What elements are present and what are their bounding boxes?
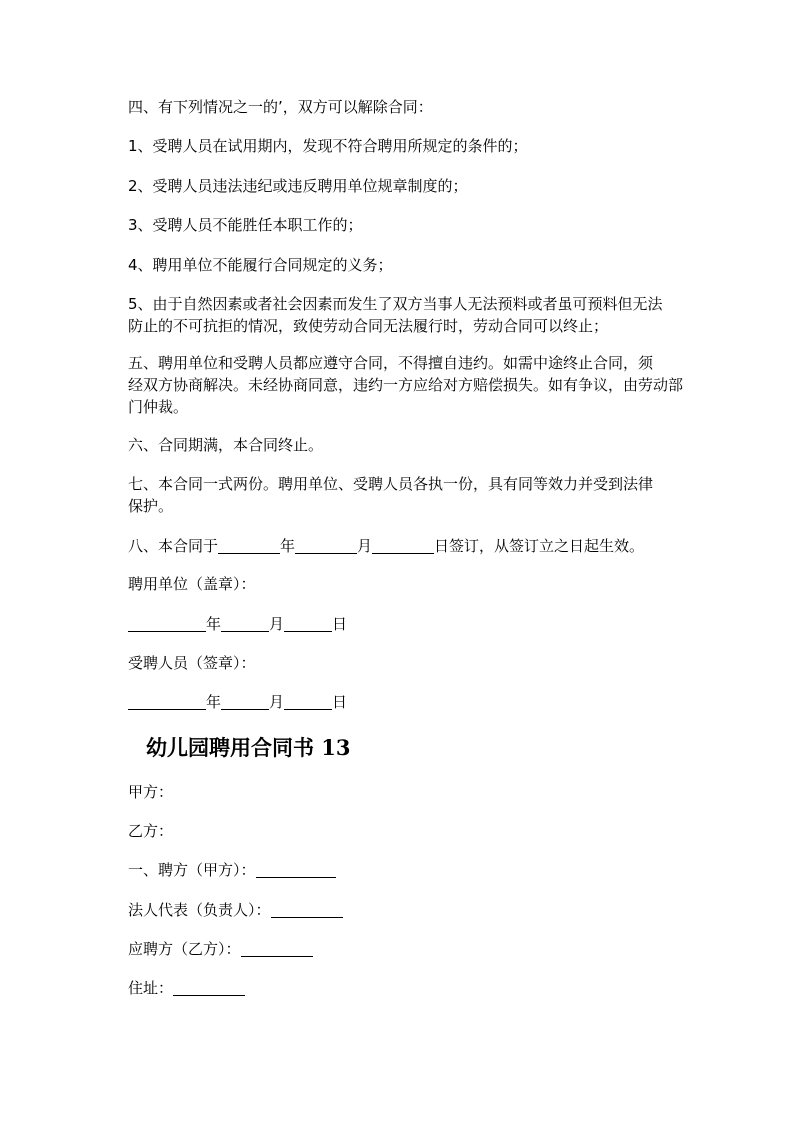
party-a-label: 甲方：: [128, 783, 174, 801]
month-label: 月: [269, 615, 285, 633]
clause-5-line-2: 经双方协商解决。未经协商同意，违约一方应给对方赔偿损失。如有争议，由劳动部: [128, 376, 684, 394]
month-label: 月: [269, 693, 285, 711]
clause-5-line-1: 五、聘用单位和受聘人员都应遵守合同，不得擅自违约。如需中途终止合同，须: [128, 354, 654, 372]
clause-4-item-1: 1、受聘人员在试用期内，发现不符合聘用所规定的条件的；: [128, 137, 528, 155]
clause-4-item-5-line-1: 5、由于自然因素或者社会因素而发生了双方当事人无法预料或者虽可预料但无法: [128, 295, 663, 313]
clause-5-line-3: 门仲裁。: [128, 398, 189, 416]
month-label: 月: [357, 537, 373, 555]
clause-7-line-2: 保护。: [128, 497, 174, 515]
employee-day-blank[interactable]: [284, 693, 332, 710]
address-blank[interactable]: [173, 979, 245, 996]
applicant-row: [128, 938, 698, 960]
hirer-blank[interactable]: [256, 861, 336, 878]
employee-sign-label: 受聘人员（签章）：: [128, 654, 256, 672]
legal-rep-row: [128, 899, 698, 921]
section-heading: 幼儿园聘用合同书 13: [146, 735, 351, 760]
sign-month-blank[interactable]: [295, 537, 357, 554]
employee-month-blank[interactable]: [221, 693, 269, 710]
hirer-row: [128, 859, 698, 881]
sign-day-blank[interactable]: [372, 537, 434, 554]
year-label: 年: [206, 615, 222, 633]
clause-4-item-5-line-2: 防止的不可抗拒的情况，致使劳动合同无法履行时，劳动合同可以终止；: [128, 317, 609, 335]
clause-6: 六、合同期满，本合同终止。: [128, 436, 324, 454]
employee-date: [128, 691, 698, 713]
address-label: 住址：: [128, 979, 174, 997]
address-row: [128, 977, 698, 999]
legal-rep-label: 法人代表（负责人）：: [128, 901, 271, 919]
employer-day-blank[interactable]: [284, 615, 332, 632]
clause-4-item-2: 2、受聘人员违法违纪或违反聘用单位规章制度的；: [128, 177, 468, 195]
clause-8: [128, 535, 698, 557]
party-b-label: 乙方：: [128, 822, 174, 840]
employer-date: [128, 613, 698, 635]
clause-8-suffix: 日签订，从签订立之日起生效。: [434, 537, 645, 555]
clause-8-prefix: 八、本合同于: [128, 537, 219, 555]
year-label: 年: [280, 537, 296, 555]
year-label: 年: [206, 693, 222, 711]
legal-rep-blank[interactable]: [271, 901, 343, 918]
employer-month-blank[interactable]: [221, 615, 269, 632]
sign-year-blank[interactable]: [218, 537, 280, 554]
day-label: 日: [332, 693, 348, 711]
employer-year-blank[interactable]: [128, 615, 206, 632]
employee-year-blank[interactable]: [128, 693, 206, 710]
applicant-label: 应聘方（乙方）：: [128, 940, 241, 958]
day-label: 日: [332, 615, 348, 633]
clause-4-item-4: 4、聘用单位不能履行合同规定的义务；: [128, 256, 393, 274]
employer-seal-label: 聘用单位（盖章）：: [128, 575, 256, 593]
clause-7-line-1: 七、本合同一式两份。聘用单位、受聘人员各执一份，具有同等效力并受到法律: [128, 475, 654, 493]
clause-4: 四、有下列情况之一的’，双方可以解除合同：: [128, 98, 433, 116]
applicant-blank[interactable]: [241, 940, 313, 957]
hirer-label: 一、聘方（甲方）：: [128, 861, 256, 879]
clause-4-item-3: 3、受聘人员不能胜任本职工作的；: [128, 216, 363, 234]
